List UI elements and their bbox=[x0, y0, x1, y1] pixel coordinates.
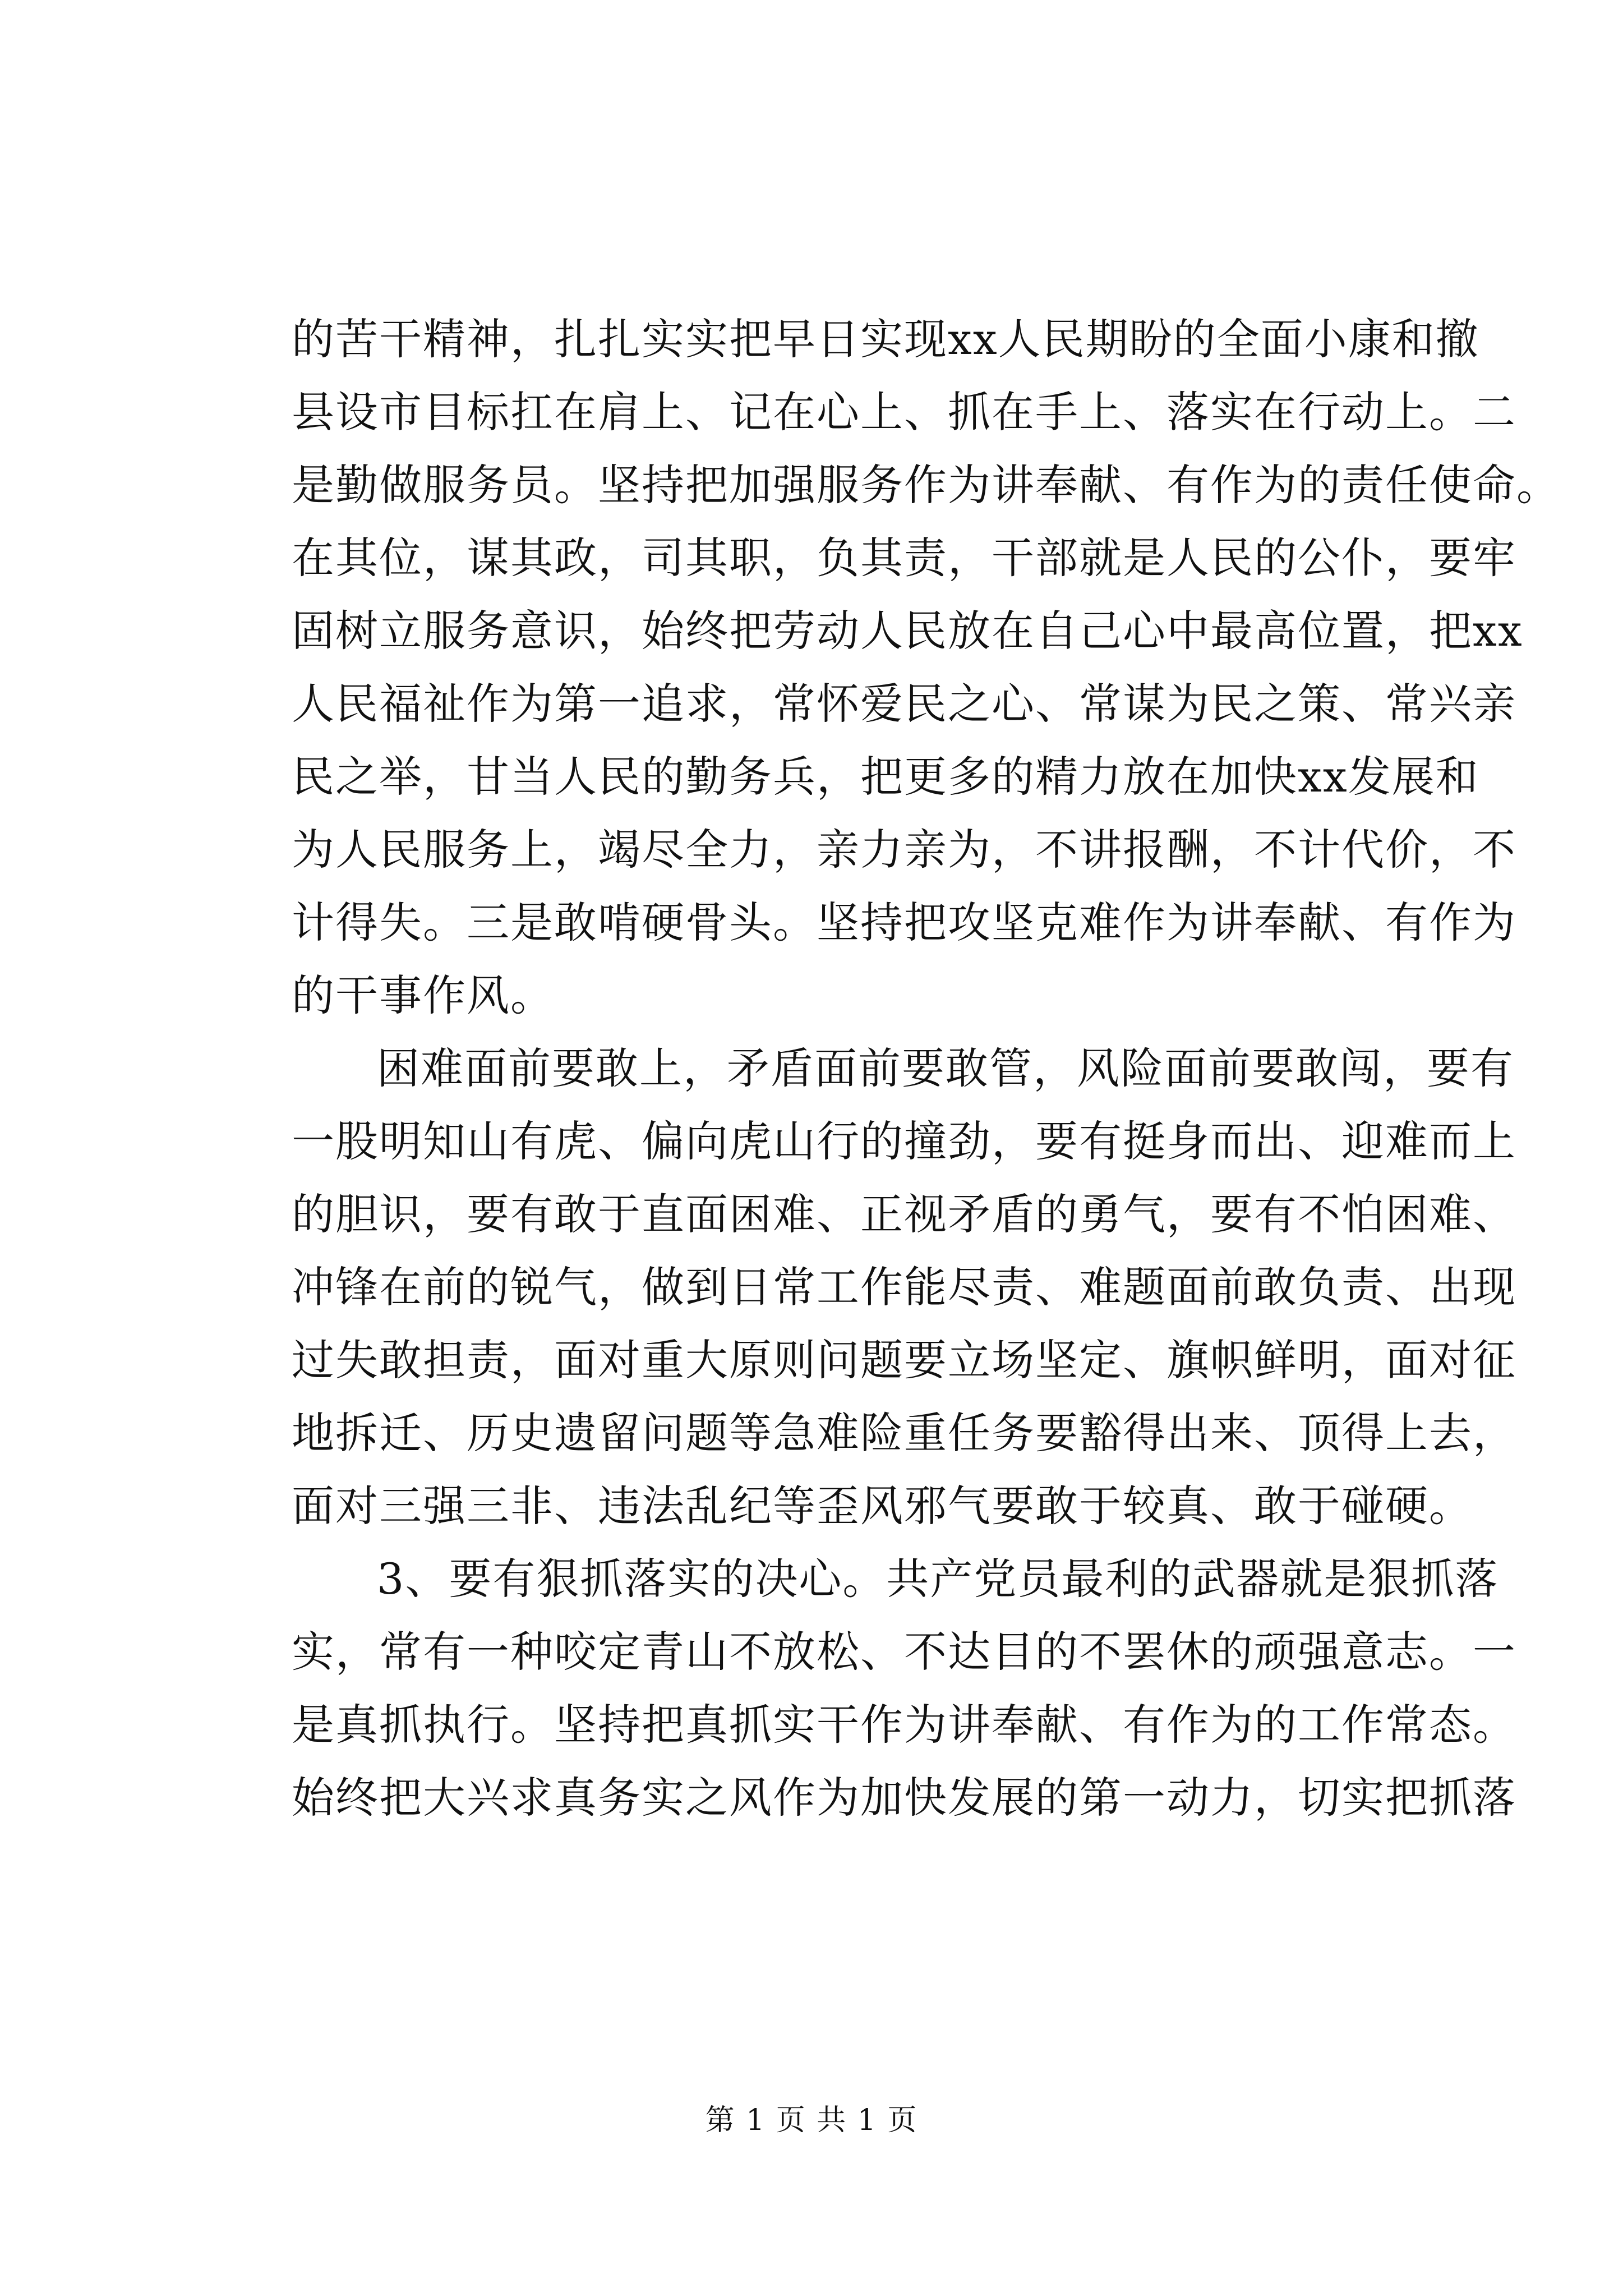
page-footer: 第 1 页 共 1 页 bbox=[705, 2104, 918, 2137]
text-line: 始终把大兴求真务实之风作为加快发展的第一动力，切实把抓落 bbox=[292, 1773, 1516, 1823]
text-line: 固树立服务意识，始终把劳动人民放在自己心中最高位置，把xx bbox=[292, 606, 1523, 656]
text-line: 面对三强三非、违法乱纪等歪风邪气要敢于较真、敢于碰硬。 bbox=[292, 1481, 1473, 1531]
text-line: 县设市目标扛在肩上、记在心上、抓在手上、落实在行动上。二 bbox=[292, 387, 1516, 437]
body-text bbox=[292, 303, 1560, 1834]
text-line: 的苦干精神，扎扎实实把早日实现xx人民期盼的全面小康和撤 bbox=[292, 314, 1479, 364]
text-line: 人民福祉作为第一追求，常怀爱民之心、常谋为民之策、常兴亲 bbox=[292, 679, 1516, 729]
text-line: 是勤做服务员。坚持把加强服务作为讲奉献、有作为的责任使命。 bbox=[292, 460, 1560, 510]
text-line: 是真抓执行。坚持把真抓实干作为讲奉献、有作为的工作常态。 bbox=[292, 1700, 1516, 1750]
paragraph-start-line: 困难面前要敢上，矛盾面前要敢管，风险面前要敢闯，要有 bbox=[377, 1043, 1514, 1093]
text-line: 过失敢担责，面对重大原则问题要立场坚定、旗帜鲜明，面对征 bbox=[292, 1335, 1516, 1385]
text-line: 地拆迁、历史遗留问题等急难险重任务要豁得出来、顶得上去， bbox=[292, 1408, 1516, 1458]
text-line: 的干事作风。 bbox=[292, 970, 554, 1020]
text-line: 计得失。三是敢啃硬骨头。坚持把攻坚克难作为讲奉献、有作为 bbox=[292, 898, 1516, 947]
text-line: 冲锋在前的锐气，做到日常工作能尽责、难题面前敢负责、出现 bbox=[292, 1262, 1516, 1312]
text-line: 实，常有一种咬定青山不放松、不达目的不罢休的顽强意志。一 bbox=[292, 1627, 1516, 1677]
text-line: 在其位，谋其政，司其职，负其责，干部就是人民的公仆，要牢 bbox=[292, 533, 1516, 583]
text-line: 民之举，甘当人民的勤务兵，把更多的精力放在加快xx发展和 bbox=[292, 752, 1479, 802]
text-line: 为人民服务上，竭尽全力，亲力亲为，不讲报酬，不计代价，不 bbox=[292, 825, 1516, 875]
text-line: 的胆识，要有敢于直面困难、正视矛盾的勇气，要有不怕困难、 bbox=[292, 1189, 1516, 1239]
paragraph-start-line: 3、要有狠抓落实的决心。共产党员最利的武器就是狠抓落 bbox=[377, 1554, 1499, 1604]
text-line: 一股明知山有虎、偏向虎山行的撞劲，要有挺身而出、迎难而上 bbox=[292, 1116, 1516, 1166]
